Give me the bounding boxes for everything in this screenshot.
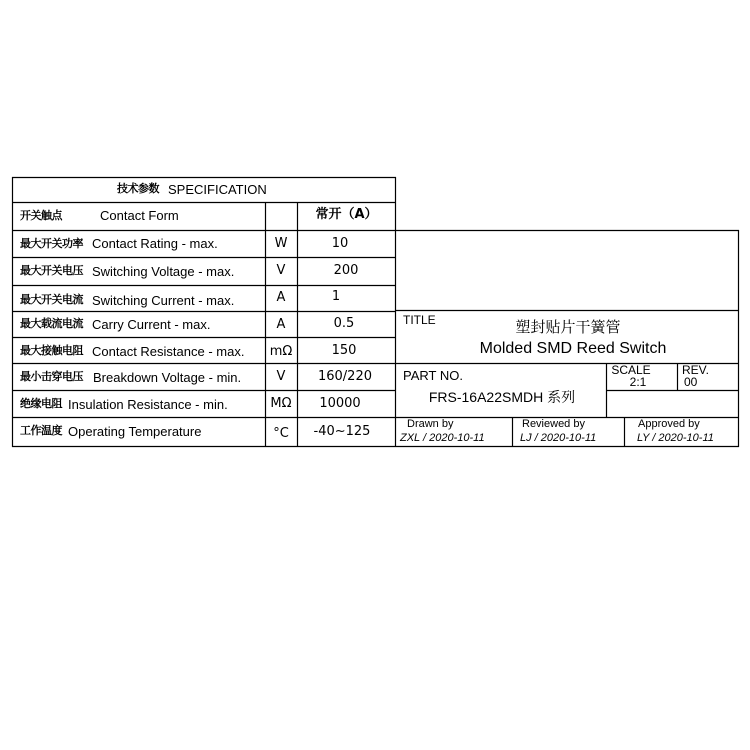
row-operating-temperature-en: Operating Temperature — [68, 424, 202, 439]
row-switching-voltage-en: Switching Voltage - max. — [92, 264, 235, 279]
spec-title-cn: 技术参数 — [117, 182, 159, 195]
scale-value: 2:1 — [629, 375, 647, 389]
row-switching-current-en: Switching Current - max. — [92, 293, 235, 308]
row-insulation-resistance-cn: 绝缘电阻 — [20, 397, 62, 410]
row-contact-rating-value: 10 — [331, 236, 349, 251]
drawn-by-value: ZXL / 2020-10-11 — [400, 432, 485, 444]
row-operating-temperature-unit: °C — [273, 426, 289, 441]
approved-by-value: LY / 2020-10-11 — [637, 432, 714, 444]
row-switching-voltage-value: 200 — [333, 263, 359, 278]
row-contact-form-cn: 开关触点 — [20, 209, 62, 222]
scale-label: SCALE — [611, 363, 651, 377]
row-insulation-resistance-unit: MΩ — [270, 396, 292, 411]
row-contact-rating-cn: 最大开关功率 — [20, 237, 83, 250]
reviewed-by-value: LJ / 2020-10-11 — [520, 432, 597, 444]
row-operating-temperature-cn: 工作温度 — [20, 424, 62, 437]
row-breakdown-voltage-cn: 最小击穿电压 — [20, 370, 83, 383]
row-contact-resistance-en: Contact Resistance - max. — [92, 344, 245, 359]
row-carry-current-value: 0.5 — [333, 316, 355, 331]
rev-value: 00 — [684, 375, 698, 389]
row-switching-current-value: 1 — [331, 289, 341, 304]
row-breakdown-voltage-en: Breakdown Voltage - min. — [93, 370, 242, 385]
part-no-label: PART NO. — [403, 368, 463, 383]
row-breakdown-voltage-value: 160/220 — [317, 369, 372, 384]
spec-title-en: SPECIFICATION — [168, 182, 267, 197]
row-switching-voltage-unit: V — [276, 263, 286, 278]
row-breakdown-voltage-unit: V — [276, 369, 286, 384]
title-cn: 塑封贴片干簧管 — [515, 318, 621, 336]
rev-label: REV. — [682, 363, 709, 377]
row-contact-rating-en: Contact Rating - max. — [92, 236, 218, 251]
approved-by-label: Approved by — [638, 418, 700, 430]
drawn-by-label: Drawn by — [407, 418, 454, 430]
row-contact-rating-unit: W — [274, 236, 288, 251]
row-insulation-resistance-value: 10000 — [319, 396, 361, 411]
title-en: Molded SMD Reed Switch — [479, 340, 667, 357]
row-contact-resistance-unit: mΩ — [269, 344, 293, 359]
row-carry-current-en: Carry Current - max. — [92, 317, 211, 332]
row-carry-current-unit: A — [276, 317, 286, 332]
row-insulation-resistance-en: Insulation Resistance - min. — [68, 397, 228, 412]
row-contact-resistance-value: 150 — [331, 343, 357, 358]
row-operating-temperature-value: -40~125 — [313, 424, 371, 439]
row-switching-current-unit: A — [276, 290, 286, 305]
part-no-value: FRS-16A22SMDH 系列 — [428, 389, 576, 405]
title-label: TITLE — [403, 313, 436, 327]
row-carry-current-cn: 最大载流电流 — [20, 317, 83, 330]
row-switching-voltage-cn: 最大开关电压 — [20, 264, 83, 277]
row-switching-current-cn: 最大开关电流 — [20, 293, 83, 306]
reviewed-by-label: Reviewed by — [522, 418, 585, 430]
row-contact-resistance-cn: 最大接触电阻 — [20, 344, 83, 357]
row-contact-form-value: 常开（A） — [315, 207, 378, 222]
row-contact-form-en: Contact Form — [100, 208, 179, 223]
